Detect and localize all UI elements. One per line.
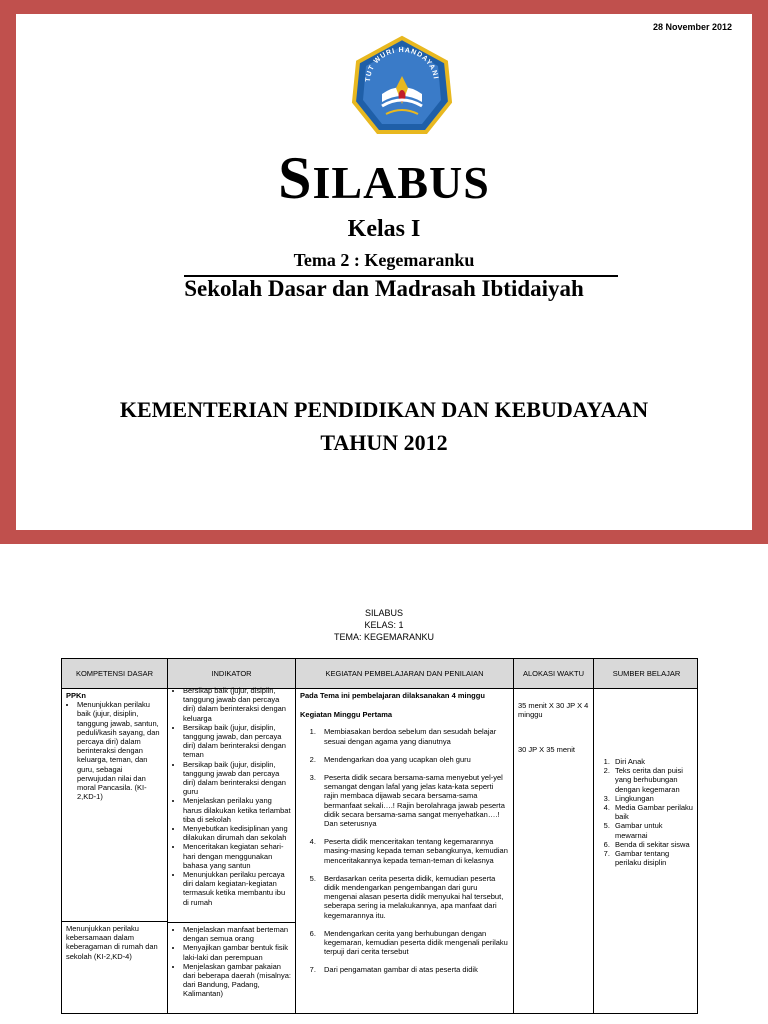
kd-item: • Menunjukkan perilaku baik (jujur, disiplin, tanggung jawab, santun, peduli/kasih sayang, dan percaya diri) dalam berinteraksi dengan keluarga, teman, dan guru, sebagai perwujudan nilai dan moral Pancasila. (KI-2,KD-1) (77, 700, 163, 801)
cover-date: 28 November 2012 (652, 22, 732, 32)
kegiatan-step: 4. Peserta didik menceritakan tentang kegemarannya masing-masing kepada teman sebangkunya, kemudian menceritakannya kepada teman-teman di kelasnya (318, 837, 509, 865)
subject-label: PPKn (66, 691, 87, 700)
sumber-item: 5. Gambar untuk mewarnai (612, 821, 695, 839)
table-cell (62, 921, 167, 963)
kegiatan-step: 3. Peserta didik secara bersama-sama menyebut yel-yel semangat dengan lafal yang jelas kata-kata seperti rajin membaca dijawab secara bersama-sama bermanfaat sekali….! Rajin berolahraga jawab peserta didik secara bersama-sama sangat menyehatkan….! Dan seterusnya (318, 773, 509, 828)
kegiatan-intro: Pada Tema ini pembelajaran dilaksanakan 4 minggu (300, 691, 485, 700)
kegiatan-step: 5. Berdasarkan cerita peserta didik, kemudian peserta didik mendengarkan pengembangan dari guru mengenai alasan peserta didik menyukai hal tersebut, seberapa sering ia melakukannya, apa manfaat dari kegemarannya itu. (318, 874, 509, 920)
sumber-item: 7. Gambar tentang perilaku disiplin (612, 849, 695, 867)
sumber-item: 6. Benda di sekitar siswa (612, 840, 695, 849)
cover-school: Sekolah Dasar dan Madrasah Ibtidaiyah (184, 276, 584, 301)
kegiatan-step: 6. Mendengarkan cerita yang berhubungan dengan kegemaran, kemudian peserta didik mengenali perilaku terpuji dari cerita tersebut (318, 929, 509, 957)
sumber-item: 3. Lingkungan (612, 794, 695, 803)
svg-text:TUT WURI HANDAYANI: TUT WURI HANDAYANI (364, 46, 439, 83)
table-cell (62, 689, 167, 921)
table-cell (168, 922, 295, 1001)
column-header: ALOKASI WAKTU (514, 659, 593, 689)
alokasi-text: 30 JP X 35 menit (518, 745, 575, 755)
cover-title: SILABUS (278, 145, 490, 211)
sumber-item: 2. Teks cerita dan puisi yang berhubungan dengan kegemaran (612, 766, 695, 794)
cover-kelas: Kelas I (347, 216, 421, 242)
column-alokasi-waktu (514, 659, 594, 1014)
cover-page (16, 14, 752, 530)
table-cell (296, 689, 513, 986)
indikator-item: • Bersikap baik (jujur, disiplin, tanggung jawab, dan percaya diri) dalam berinteraksi dengan teman (183, 723, 291, 760)
kegiatan-step: 1. Membiasakan berdoa sebelum dan sesudah belajar sesuai dengan agama yang dianutnya (318, 727, 509, 745)
column-header: SUMBER BELAJAR (594, 659, 698, 689)
column-header: KEGIATAN PEMBELAJARAN DAN PENILAIAN (296, 659, 513, 689)
indikator-item: • Menjelaskan manfaat berteman dengan semua orang (183, 925, 291, 943)
kegiatan-step: 2. Mendengarkan doa yang ucapkan oleh guru (318, 755, 509, 764)
indikator-item: • Bersikap baik (jujur, disiplin, tanggung jawab dan percaya diri) dalam berinteraksi dengan keluarga (183, 686, 291, 723)
syllabus-header-tema: TEMA: KEGEMARANKU (333, 632, 434, 642)
kegiatan-step: 7. Dari pengamatan gambar di atas peserta didik (318, 965, 509, 974)
syllabus-header-kelas: KELAS: 1 (364, 620, 404, 630)
column-kompetensi-dasar (62, 659, 168, 1014)
kd-item: Menunjukkan perilaku kebersamaan dalam keberagaman di rumah dan sekolah (KI-2,KD-4) (66, 924, 158, 961)
cover-tema: Tema 2 : Kegemaranku (293, 250, 475, 270)
syllabus-header-title: SILABUS (364, 608, 404, 618)
indikator-item: • Menjelaskan gambar pakaian dari beberapa daerah (misalnya: dari Bandung, Padang, Kalimantan) (183, 962, 291, 999)
column-kegiatan (296, 659, 514, 1014)
tut-wuri-handayani-logo (346, 32, 458, 142)
table-cell (168, 686, 295, 922)
table-cell (594, 689, 698, 869)
indikator-item: • Menunjukkan perilaku percaya diri dalam kegiatan-kegiatan termasuk ketika membantu ibu di rumah (183, 870, 291, 907)
syllabus-table (61, 658, 698, 1014)
cover-ministry: KEMENTERIAN PENDIDIKAN DAN KEBUDAYAAN (119, 397, 649, 422)
indikator-item: • Menjelaskan perilaku yang harus dilakukan ketika terlambat tiba di sekolah (183, 796, 291, 824)
column-header: INDIKATOR (168, 659, 295, 689)
table-cell (514, 689, 593, 757)
indikator-item: • Bersikap baik (jujur, disiplin, tanggung jawab dan percaya diri) dalam berinteraksi dengan guru (183, 760, 291, 797)
kegiatan-week: Kegiatan Minggu Pertama (300, 710, 393, 720)
column-indikator (168, 659, 296, 1014)
column-sumber-belajar (594, 659, 698, 1014)
column-header: KOMPETENSI DASAR (62, 659, 167, 689)
indikator-item: • Menceritakan kegiatan sehari-hari dengan menggunakan bahasa yang santun (183, 842, 291, 870)
cover-year: TAHUN 2012 (320, 430, 448, 455)
indikator-item: • Menyajikan gambar bentuk fisik laki-laki dan perempuan (183, 943, 291, 961)
sumber-item: 4. Media Gambar perilaku baik (612, 803, 695, 821)
sumber-item: 1. Diri Anak (612, 757, 695, 766)
indikator-item: • Menyebutkan kedisiplinan yang dilakukan dirumah dan sekolah (183, 824, 291, 842)
alokasi-text: 35 menit X 30 JP X 4 minggu (518, 701, 589, 720)
